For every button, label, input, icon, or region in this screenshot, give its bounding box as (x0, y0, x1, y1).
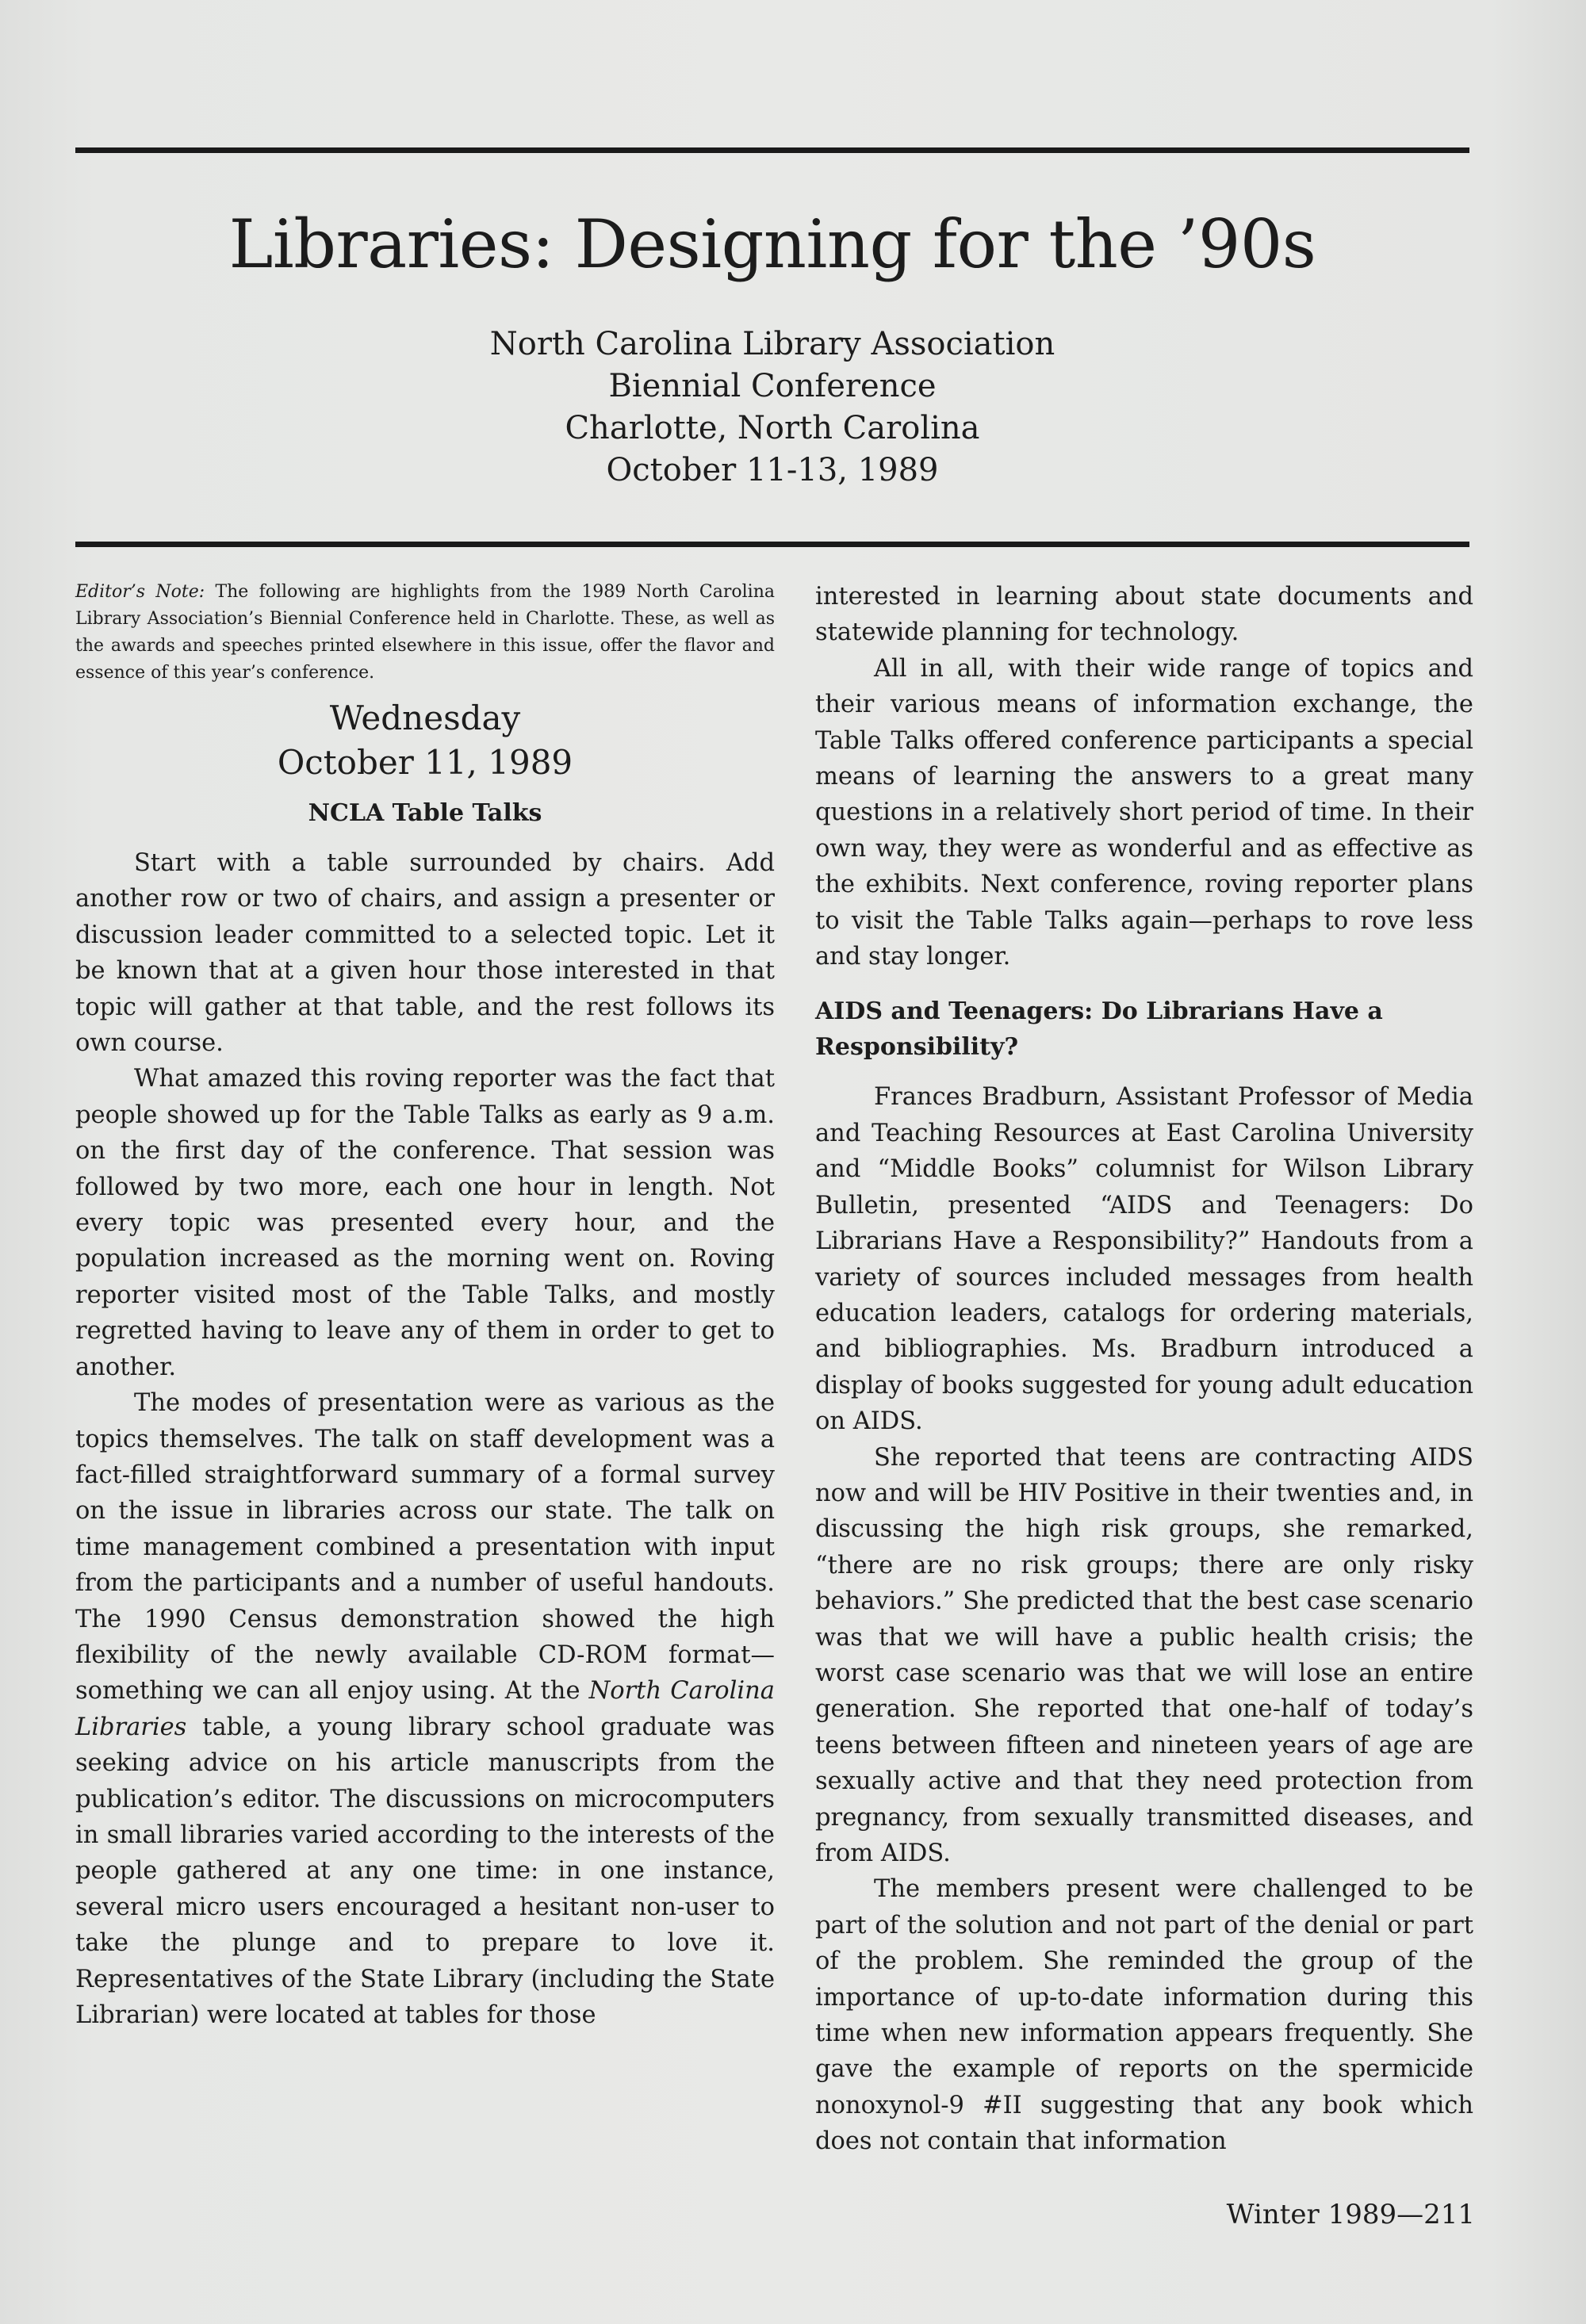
table-talks-p3-after: table, a young library school graduate was seeking advice on his article manuscripts from the publication’s editor. The discussions on microcomputers in small libraries varied according to the interests of the people gathered at any one time: in one instance, several micro users encouraged a hesitant non-user to take the plunge and to prepare to love it. Representatives of the State Library (including the State Librarian) were located at tables for those (75, 1713, 775, 2029)
section-heading-table-talks: NCLA Table Talks (308, 799, 542, 827)
editors-note-lead: Editor’s Note: (75, 582, 205, 602)
conference-location: Charlotte, North Carolina (565, 410, 980, 446)
middle-rule (75, 542, 1469, 547)
top-rule (75, 147, 1469, 153)
section-heading-aids-teenagers: AIDS and Teenagers: Do Librarians Have a Responsibility? (815, 997, 1383, 1062)
aids-paragraph-1: Frances Bradburn, Assistant Professor of Media and Teaching Resources at East Carolina University and “Middle Books” columnist for Wilson Library Bulletin, presented “AIDS and Teenagers: Do Librarians Have a Responsibility?” Handouts from a variety of sources included messages from health education leaders, catalogs for ordering materials, and bibliographies. Ms. Bradburn introduced a display of books suggested for young adult education on AIDS. (815, 1083, 1473, 1436)
table-talks-p3-before: The modes of presentation were as various as the topics themselves. The talk on staff development was a fact-filled straightforward summary of a formal survey on the issue in libraries across our state. The talk on time management combined a presentation with input from the participants and a number of useful handouts. The 1990 Census demonstration showed the high flexibility of the newly available CD-ROM format—something we can all enjoy using. At the (75, 1389, 775, 1706)
article-title: Libraries: Designing for the ’90s (228, 205, 1316, 283)
aids-paragraph-2: She reported that teens are contracting AIDS now and will be HIV Positive in their twenties and, in discussing the high risk groups, she remarked, “there are no risk groups; there are only risky behaviors.” She predicted that the best case scenario was that we will have a public health crisis; the worst case scenario was that we will lose an entire generation. She reported that one-half of today’s teens between fifteen and nineteen years of age are sexually active and that they need protection from pregnancy, from sexually transmitted diseases, and from AIDS. (815, 1443, 1473, 1867)
table-talks-paragraph-3-continued: interested in learning about state documents and statewide planning for technology. (815, 583, 1473, 647)
left-column (75, 579, 775, 2033)
table-talks-paragraph-4: All in all, with their wide range of topics and their various means of information exchange, the Table Talks offered conference participants a special means of learning the answers to a great many questions in a relatively short period of time. In their own way, they were as wonderful and as effective as the exhibits. Next conference, roving reporter plans to visit the Table Talks again—perhaps to rove less and stay longer. (815, 654, 1473, 971)
editors-note-text: The following are highlights from the 1989 North Carolina Library Association’s Biennial Conference held in Charlotte. These, as well as the awards and speeches printed elsewhere in this issue, offer the flavor and essence of this year’s conference. (75, 582, 776, 683)
conference-association: North Carolina Library Association (489, 326, 1055, 362)
day-heading (75, 696, 775, 785)
editors-note (75, 579, 775, 687)
table-talks-paragraph-1: Start with a table surrounded by chairs. Add another row or two of chairs, and assign a presenter or discussion leader committed to a selected topic. Let it be known that at a given hour those interested in that topic will gather at that table, and the rest follows its own course. (75, 849, 775, 1058)
publication-title: North Carolina Libraries (75, 1677, 775, 1741)
day-date: October 11, 1989 (277, 743, 573, 782)
table-talks-paragraph-2: What amazed this roving reporter was the fact that people showed up for the Table Talks as early as 9 a.m. on the first day of the conference. That session was followed by two more, each one hour in length. Not every topic was presented every hour, and the population increased as the morning went on. Roving reporter visited most of the Table Talks, and mostly regretted having to leave any of them in order to get to another. (75, 1065, 775, 1381)
conference-dates: October 11-13, 1989 (606, 452, 939, 488)
conference-type: Biennial Conference (608, 368, 937, 404)
aids-paragraph-3: The members present were challenged to be part of the solution and not part of the denial or part of the problem. She reminded the group of the importance of up-to-date information during this time when new information appears frequently. She gave the example of reports on the spermicide nonoxynol-9 #II suggesting that any book which does not contain that information (815, 1875, 1473, 2156)
table-talks-paragraph-3 (75, 1385, 775, 2033)
page-folio: Winter 1989—211 (1226, 2199, 1475, 2230)
right-column (815, 579, 1473, 2160)
conference-info (75, 324, 1469, 492)
day-weekday: Wednesday (329, 699, 521, 737)
